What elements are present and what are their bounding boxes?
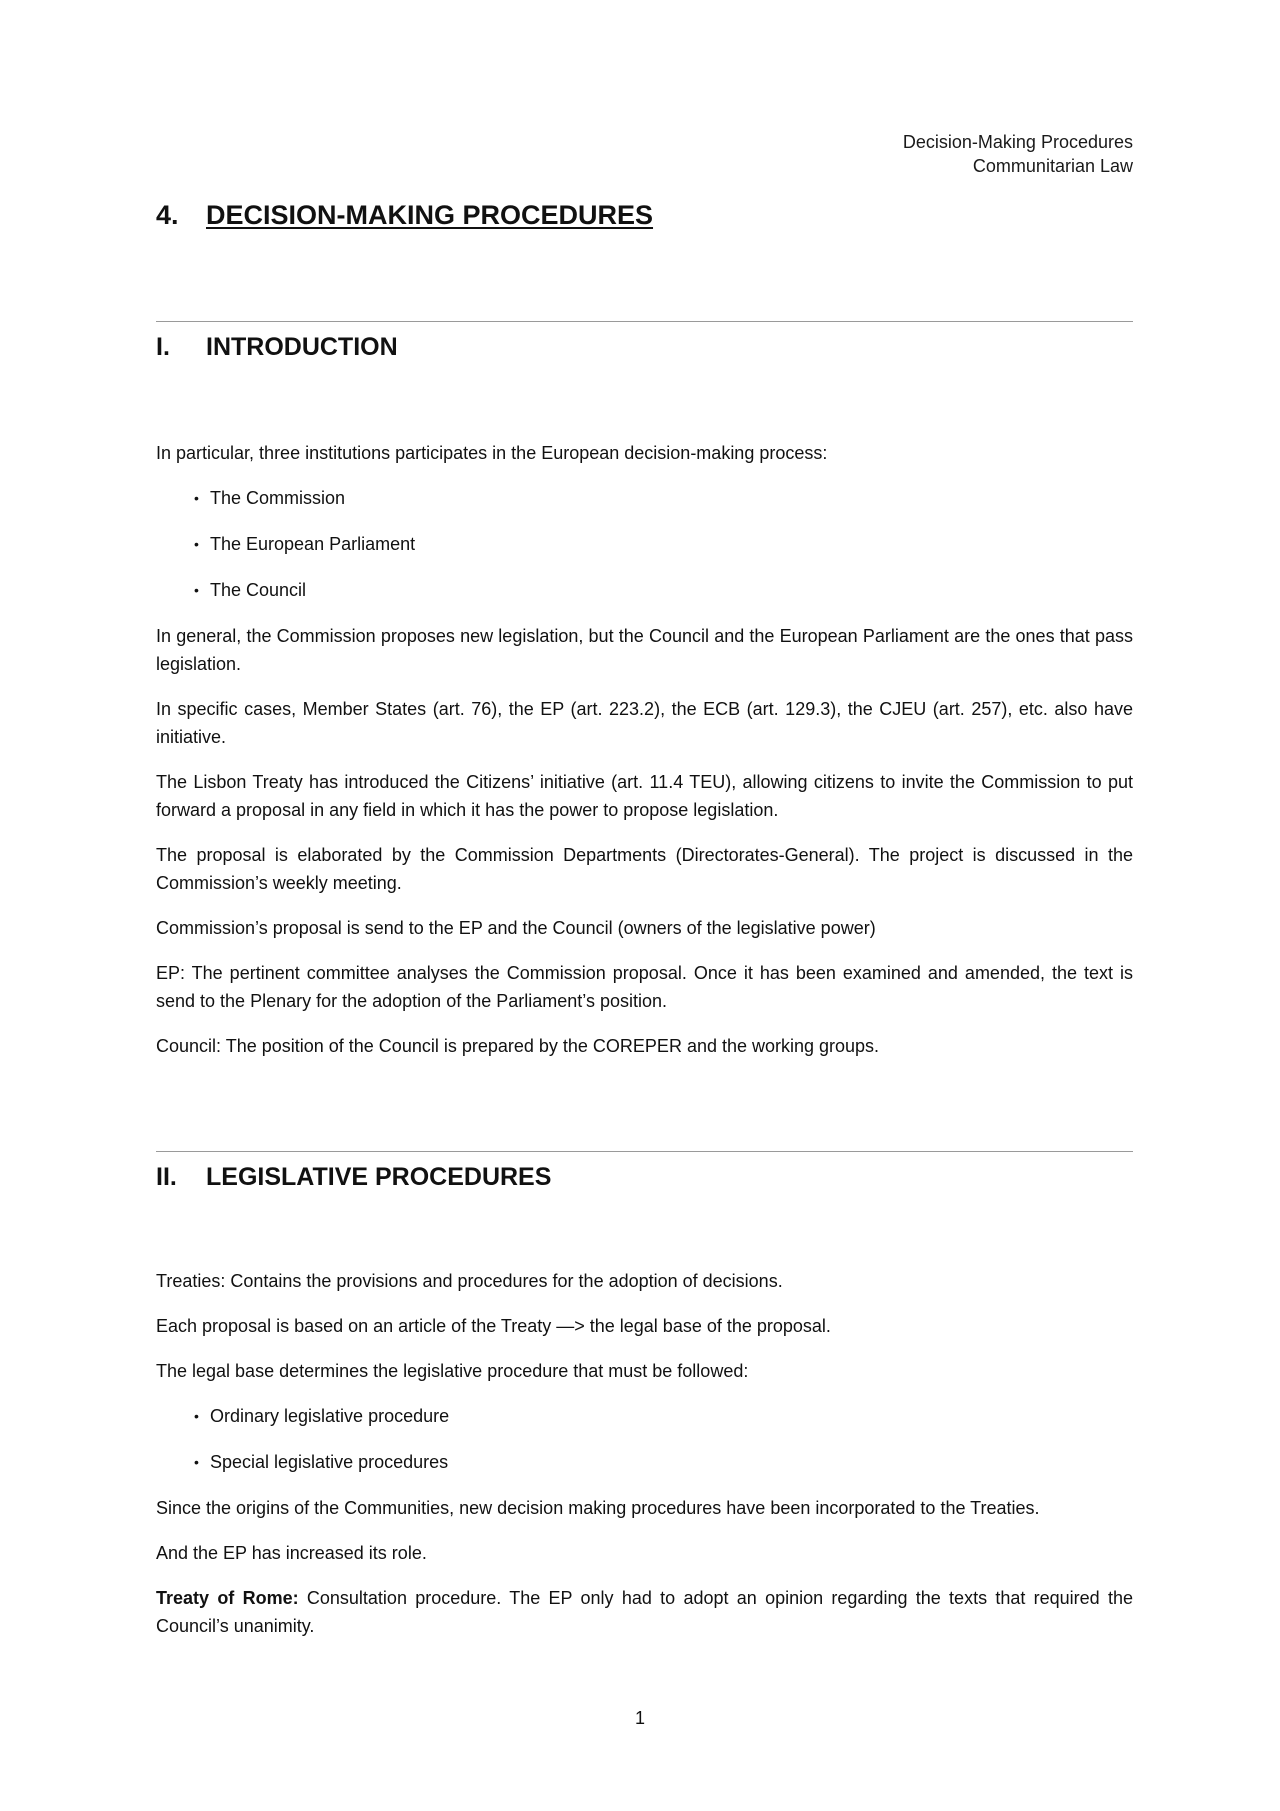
paragraph: The legal base determines the legislative procedure that must be followed: bbox=[156, 1361, 749, 1381]
paragraph: Commission’s proposal is send to the EP and the Council (owners of the legislative power) bbox=[156, 918, 876, 938]
paragraph: And the EP has increased its role. bbox=[156, 1543, 427, 1563]
section-1-body bbox=[156, 439, 1133, 1077]
list-item: • The European Parliament bbox=[194, 530, 1133, 558]
paragraph: The Lisbon Treaty has introduced the Citizens’ initiative (art. 11.4 TEU), allowing citizens to invite the Commission to put forward a proposal in any field in which it has the power to propose legislation. bbox=[156, 772, 1133, 820]
list-item: • The Council bbox=[194, 576, 1133, 604]
section-2-number: II. bbox=[156, 1163, 177, 1191]
chapter-title-text: DECISION-MAKING PROCEDURES bbox=[206, 200, 654, 230]
bullet-icon: • bbox=[194, 1408, 199, 1424]
bullet-icon: • bbox=[194, 490, 199, 506]
paragraph: In general, the Commission proposes new legislation, but the Council and the European Parliament are the ones that pass legislation. bbox=[156, 626, 1133, 674]
treaty-of-rome-text: Consultation procedure. The EP only had to adopt an opinion regarding the texts that required the Council’s unanimity. bbox=[156, 1588, 1134, 1636]
treaty-of-rome-paragraph bbox=[156, 1584, 1133, 1640]
section-1-divider bbox=[156, 321, 1133, 322]
list-item: • Ordinary legislative procedure bbox=[194, 1402, 1133, 1430]
running-header bbox=[903, 130, 1133, 178]
bullet-icon: • bbox=[194, 582, 199, 598]
paragraph: Treaties: Contains the provisions and procedures for the adoption of decisions. bbox=[156, 1271, 783, 1291]
section-1-number: I. bbox=[156, 333, 170, 361]
section-1-intro: In particular, three institutions participates in the European decision-making process: bbox=[156, 443, 828, 463]
paragraph: Each proposal is based on an article of the Treaty —> the legal base of the proposal. bbox=[156, 1316, 831, 1336]
section-2-body bbox=[156, 1267, 1133, 1657]
section-1-title bbox=[156, 333, 398, 362]
section-2-divider bbox=[156, 1151, 1133, 1152]
paragraph: The proposal is elaborated by the Commission Departments (Directorates-General). The project is discussed in the Commission’s weekly meeting. bbox=[156, 845, 1133, 893]
procedures-list bbox=[156, 1402, 1133, 1476]
chapter-number: 4. bbox=[156, 200, 179, 230]
paragraph: Council: The position of the Council is prepared by the COREPER and the working groups. bbox=[156, 1036, 880, 1056]
section-1-title-text: INTRODUCTION bbox=[206, 333, 398, 361]
section-2-title-text: LEGISLATIVE PROCEDURES bbox=[206, 1163, 552, 1191]
section-2-title bbox=[156, 1163, 551, 1192]
chapter-title bbox=[156, 200, 653, 231]
paragraph: EP: The pertinent committee analyses the Commission proposal. Once it has been examined and amended, the text is send to the Plenary for the adoption of the Parliament’s position. bbox=[156, 963, 1133, 1011]
treaty-of-rome-label: Treaty of Rome: bbox=[156, 1588, 299, 1608]
header-line-2: Communitarian Law bbox=[972, 156, 1133, 176]
list-item: • The Commission bbox=[194, 484, 1133, 512]
bullet-icon: • bbox=[194, 1454, 199, 1470]
bullet-icon: • bbox=[194, 536, 199, 552]
page-number: 1 bbox=[634, 1708, 645, 1728]
paragraph: In specific cases, Member States (art. 76), the EP (art. 223.2), the ECB (art. 129.3), the CJEU (art. 257), etc. also have initiative. bbox=[156, 699, 1133, 747]
header-line-1: Decision-Making Procedures bbox=[902, 132, 1133, 152]
paragraph: Since the origins of the Communities, new decision making procedures have been incorporated to the Treaties. bbox=[156, 1498, 1040, 1518]
institutions-list bbox=[156, 484, 1133, 604]
list-item: • Special legislative procedures bbox=[194, 1448, 1133, 1476]
